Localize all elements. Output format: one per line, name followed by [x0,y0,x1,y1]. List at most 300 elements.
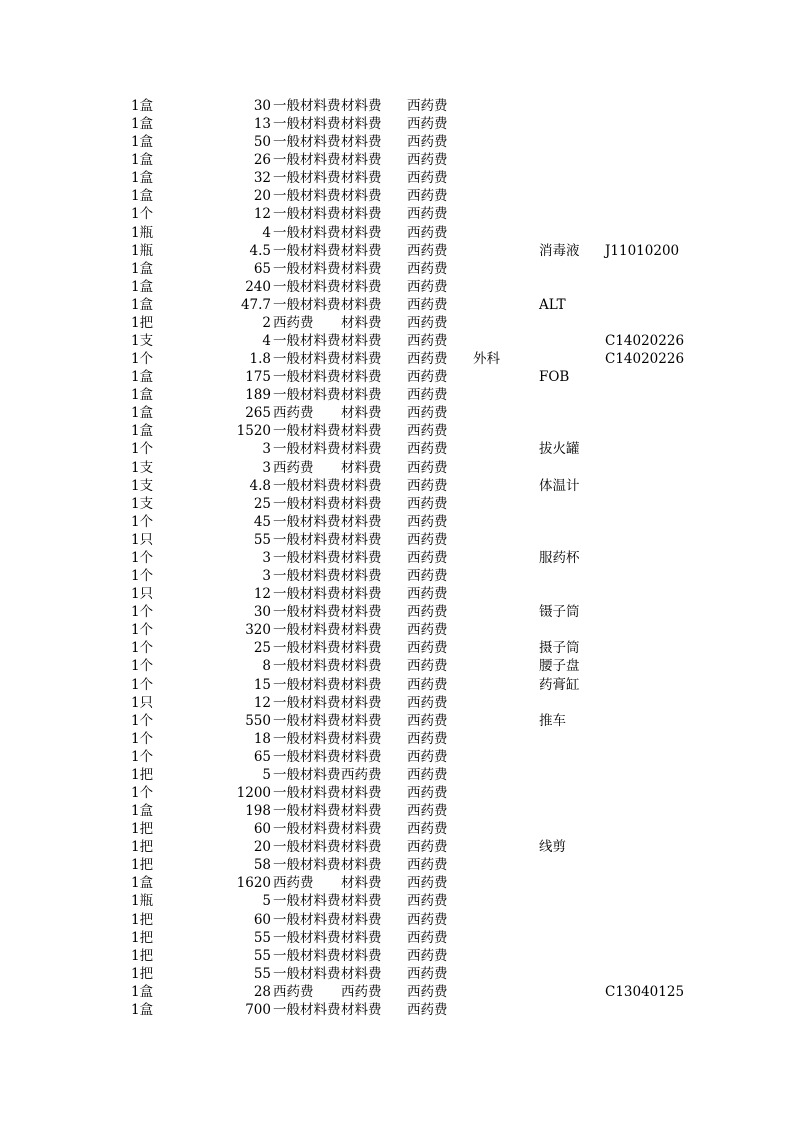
price-cell: 30 [253,604,271,621]
unit-cell: 1盒 [131,405,154,422]
price-cell: 3 [262,549,271,566]
fee-type-cell: 西药费 [407,911,448,928]
category-cell: 一般材料费 [273,152,341,169]
unit-cell: 1盒 [131,983,154,1000]
subcategory-cell: 材料费 [341,857,382,874]
subcategory-cell: 材料费 [341,369,382,386]
fee-type-cell: 西药费 [407,351,448,368]
price-cell: 60 [253,911,271,928]
item-name-cell: 体温计 [539,477,580,494]
price-cell: 47.7 [240,296,271,313]
unit-cell: 1把 [131,947,154,964]
price-cell: 15 [253,676,271,693]
price-cell: 2 [262,314,271,331]
fee-type-cell: 西药费 [407,459,448,476]
subcategory-cell: 材料费 [341,568,382,585]
subcategory-cell: 材料费 [341,260,382,277]
unit-cell: 1把 [131,911,154,928]
unit-cell: 1瓶 [131,893,154,910]
category-cell: 一般材料费 [273,242,341,259]
subcategory-cell: 材料费 [341,784,382,801]
table-row [0,694,793,712]
category-cell: 一般材料费 [273,224,341,241]
fee-type-cell: 西药费 [407,513,448,530]
subcategory-cell: 材料费 [341,821,382,838]
spreadsheet-table [0,97,793,1019]
category-cell: 一般材料费 [273,531,341,548]
unit-cell: 1把 [131,965,154,982]
unit-cell: 1个 [131,351,154,368]
table-row [0,296,793,314]
table-row [0,1001,793,1019]
fee-type-cell: 西药费 [407,549,448,566]
table-row [0,549,793,567]
fee-type-cell: 西药费 [407,278,448,295]
table-row [0,151,793,169]
fee-type-cell: 西药费 [407,694,448,711]
table-row [0,965,793,983]
price-cell: 55 [253,531,271,548]
table-row [0,676,793,694]
unit-cell: 1个 [131,441,154,458]
table-row [0,802,793,820]
unit-cell: 1盒 [131,188,154,205]
price-cell: 4.8 [249,477,271,494]
fee-type-cell: 西药费 [407,242,448,259]
table-row [0,820,793,838]
category-cell: 一般材料费 [273,170,341,187]
unit-cell: 1个 [131,549,154,566]
table-row [0,422,793,440]
fee-type-cell: 西药费 [407,495,448,512]
price-cell: 12 [253,586,271,603]
fee-type-cell: 西药费 [407,766,448,783]
price-cell: 198 [245,803,271,820]
fee-type-cell: 西药费 [407,875,448,892]
fee-type-cell: 西药费 [407,712,448,729]
fee-type-cell: 西药费 [407,947,448,964]
subcategory-cell: 材料费 [341,549,382,566]
price-cell: 55 [253,947,271,964]
fee-type-cell: 西药费 [407,116,448,133]
fee-type-cell: 西药费 [407,893,448,910]
unit-cell: 1盒 [131,875,154,892]
category-cell: 一般材料费 [273,694,341,711]
table-row [0,404,793,422]
price-cell: 4.5 [249,242,271,259]
fee-type-cell: 西药费 [407,784,448,801]
subcategory-cell: 材料费 [341,242,382,259]
price-cell: 26 [253,152,271,169]
price-cell: 3 [262,459,271,476]
unit-cell: 1个 [131,513,154,530]
item-name-cell: 腰子盘 [539,658,580,675]
fee-type-cell: 西药费 [407,296,448,313]
fee-type-cell: 西药费 [407,983,448,1000]
category-cell: 西药费 [273,875,314,892]
table-row [0,748,793,766]
item-name-cell: 摄子筒 [539,640,580,657]
unit-cell: 1盒 [131,152,154,169]
unit-cell: 1盒 [131,134,154,151]
item-name-cell: 拔火罐 [539,441,580,458]
unit-cell: 1把 [131,839,154,856]
price-cell: 1620 [236,875,271,892]
table-row [0,368,793,386]
price-cell: 13 [253,116,271,133]
table-row [0,513,793,531]
category-cell: 一般材料费 [273,784,341,801]
price-cell: 32 [253,170,271,187]
unit-cell: 1把 [131,314,154,331]
table-row [0,187,793,205]
subcategory-cell: 材料费 [341,911,382,928]
category-cell: 一般材料费 [273,766,341,783]
table-row [0,621,793,639]
subcategory-cell: 材料费 [341,459,382,476]
price-cell: 5 [262,766,271,783]
fee-type-cell: 西药费 [407,748,448,765]
category-cell: 一般材料费 [273,857,341,874]
subcategory-cell: 西药费 [341,766,382,783]
subcategory-cell: 西药费 [341,983,382,1000]
subcategory-cell: 材料费 [341,803,382,820]
unit-cell: 1只 [131,531,154,548]
price-cell: 320 [245,622,271,639]
subcategory-cell: 材料费 [341,640,382,657]
unit-cell: 1只 [131,586,154,603]
subcategory-cell: 材料费 [341,712,382,729]
fee-type-cell: 西药费 [407,405,448,422]
category-cell: 一般材料费 [273,893,341,910]
table-row [0,531,793,549]
table-row [0,929,793,947]
price-cell: 30 [253,98,271,114]
subcategory-cell: 材料费 [341,947,382,964]
table-row [0,115,793,133]
fee-type-cell: 西药费 [407,839,448,856]
price-cell: 55 [253,965,271,982]
fee-type-cell: 西药费 [407,170,448,187]
subcategory-cell: 材料费 [341,170,382,187]
subcategory-cell: 材料费 [341,224,382,241]
price-cell: 12 [253,694,271,711]
subcategory-cell: 材料费 [341,477,382,494]
price-cell: 28 [253,983,271,1000]
fee-type-cell: 西药费 [407,260,448,277]
category-cell: 一般材料费 [273,712,341,729]
subcategory-cell: 材料费 [341,188,382,205]
category-cell: 一般材料费 [273,911,341,928]
price-cell: 3 [262,568,271,585]
price-cell: 20 [253,188,271,205]
item-name-cell: 线剪 [539,839,566,856]
category-cell: 一般材料费 [273,730,341,747]
item-name-cell: 消毒液 [539,242,580,259]
subcategory-cell: 材料费 [341,730,382,747]
subcategory-cell: 材料费 [341,839,382,856]
table-row [0,242,793,260]
price-cell: 265 [245,405,271,422]
unit-cell: 1个 [131,604,154,621]
subcategory-cell: 材料费 [341,152,382,169]
table-row [0,657,793,675]
category-cell: 一般材料费 [273,929,341,946]
table-row [0,350,793,368]
fee-type-cell: 西药费 [407,586,448,603]
table-row [0,639,793,657]
fee-type-cell: 西药费 [407,206,448,223]
subcategory-cell: 材料费 [341,134,382,151]
table-row [0,260,793,278]
unit-cell: 1把 [131,766,154,783]
unit-cell: 1支 [131,477,154,494]
table-row [0,784,793,802]
unit-cell: 1支 [131,333,154,350]
subcategory-cell: 材料费 [341,658,382,675]
fee-type-cell: 西药费 [407,1001,448,1018]
table-row [0,459,793,477]
price-cell: 25 [253,495,271,512]
subcategory-cell: 材料费 [341,296,382,313]
unit-cell: 1把 [131,857,154,874]
unit-cell: 1盒 [131,296,154,313]
unit-cell: 1盒 [131,423,154,440]
category-cell: 一般材料费 [273,1001,341,1018]
code-cell: C14020226 [605,351,685,368]
fee-type-cell: 西药费 [407,224,448,241]
unit-cell: 1只 [131,694,154,711]
fee-type-cell: 西药费 [407,640,448,657]
subcategory-cell: 材料费 [341,965,382,982]
subcategory-cell: 材料费 [341,531,382,548]
price-cell: 189 [245,387,271,404]
subcategory-cell: 材料费 [341,387,382,404]
fee-type-cell: 西药费 [407,531,448,548]
category-cell: 一般材料费 [273,821,341,838]
price-cell: 65 [253,260,271,277]
category-cell: 西药费 [273,459,314,476]
subcategory-cell: 材料费 [341,314,382,331]
category-cell: 一般材料费 [273,549,341,566]
category-cell: 一般材料费 [273,98,341,114]
table-row [0,495,793,513]
code-cell: J11010200 [605,242,680,259]
category-cell: 一般材料费 [273,803,341,820]
unit-cell: 1个 [131,206,154,223]
unit-cell: 1盒 [131,1001,154,1018]
subcategory-cell: 材料费 [341,586,382,603]
subcategory-cell: 材料费 [341,676,382,693]
category-cell: 一般材料费 [273,658,341,675]
table-row [0,947,793,965]
table-row [0,585,793,603]
table-row [0,278,793,296]
category-cell: 一般材料费 [273,134,341,151]
category-cell: 一般材料费 [273,477,341,494]
fee-type-cell: 西药费 [407,314,448,331]
price-cell: 65 [253,748,271,765]
fee-type-cell: 西药费 [407,929,448,946]
price-cell: 240 [245,278,271,295]
table-row [0,332,793,350]
price-cell: 1.8 [249,351,271,368]
subcategory-cell: 材料费 [341,748,382,765]
subcategory-cell: 材料费 [341,495,382,512]
category-cell: 一般材料费 [273,333,341,350]
table-row [0,911,793,929]
unit-cell: 1个 [131,730,154,747]
unit-cell: 1盒 [131,98,154,114]
table-row [0,766,793,784]
table-row [0,603,793,621]
unit-cell: 1盒 [131,116,154,133]
unit-cell: 1把 [131,821,154,838]
fee-type-cell: 西药费 [407,622,448,639]
category-cell: 一般材料费 [273,260,341,277]
category-cell: 一般材料费 [273,676,341,693]
price-cell: 55 [253,929,271,946]
unit-cell: 1盒 [131,260,154,277]
subcategory-cell: 材料费 [341,206,382,223]
category-cell: 一般材料费 [273,188,341,205]
unit-cell: 1瓶 [131,224,154,241]
category-cell: 一般材料费 [273,278,341,295]
category-cell: 一般材料费 [273,369,341,386]
subcategory-cell: 材料费 [341,333,382,350]
fee-type-cell: 西药费 [407,803,448,820]
fee-type-cell: 西药费 [407,857,448,874]
unit-cell: 1个 [131,640,154,657]
price-cell: 175 [245,369,271,386]
item-name-cell: ALT [539,296,566,313]
price-cell: 3 [262,441,271,458]
category-cell: 一般材料费 [273,839,341,856]
fee-type-cell: 西药费 [407,441,448,458]
category-cell: 一般材料费 [273,586,341,603]
category-cell: 一般材料费 [273,206,341,223]
category-cell: 一般材料费 [273,441,341,458]
table-row [0,477,793,495]
subcategory-cell: 材料费 [341,405,382,422]
table-row [0,97,793,115]
category-cell: 一般材料费 [273,748,341,765]
category-cell: 一般材料费 [273,965,341,982]
table-row [0,386,793,404]
table-row [0,205,793,223]
category-cell: 一般材料费 [273,296,341,313]
code-cell: C13040125 [605,983,685,1000]
unit-cell: 1个 [131,784,154,801]
unit-cell: 1个 [131,712,154,729]
table-row [0,856,793,874]
category-cell: 一般材料费 [273,513,341,530]
code-cell: C14020226 [605,333,685,350]
subcategory-cell: 材料费 [341,622,382,639]
subcategory-cell: 材料费 [341,513,382,530]
price-cell: 20 [253,839,271,856]
table-row [0,440,793,458]
category-cell: 一般材料费 [273,640,341,657]
category-cell: 一般材料费 [273,604,341,621]
subcategory-cell: 材料费 [341,604,382,621]
fee-type-cell: 西药费 [407,387,448,404]
price-cell: 700 [245,1001,271,1018]
unit-cell: 1盒 [131,278,154,295]
item-name-cell: 镊子筒 [539,604,580,621]
fee-type-cell: 西药费 [407,604,448,621]
unit-cell: 1个 [131,676,154,693]
fee-type-cell: 西药费 [407,134,448,151]
subcategory-cell: 材料费 [341,694,382,711]
category-cell: 一般材料费 [273,423,341,440]
subcategory-cell: 材料费 [341,441,382,458]
table-row [0,712,793,730]
category-cell: 一般材料费 [273,351,341,368]
price-cell: 25 [253,640,271,657]
table-row [0,314,793,332]
fee-type-cell: 西药费 [407,188,448,205]
fee-type-cell: 西药费 [407,676,448,693]
price-cell: 1200 [236,784,271,801]
category-cell: 西药费 [273,983,314,1000]
unit-cell: 1瓶 [131,242,154,259]
price-cell: 18 [253,730,271,747]
unit-cell: 1支 [131,459,154,476]
fee-type-cell: 西药费 [407,369,448,386]
price-cell: 60 [253,821,271,838]
table-row [0,983,793,1001]
price-cell: 58 [253,857,271,874]
category-cell: 西药费 [273,314,314,331]
fee-type-cell: 西药费 [407,965,448,982]
table-row [0,838,793,856]
price-cell: 5 [262,893,271,910]
table-row [0,133,793,151]
price-cell: 1520 [236,423,271,440]
price-cell: 12 [253,206,271,223]
table-row [0,730,793,748]
price-cell: 45 [253,513,271,530]
fee-type-cell: 西药费 [407,98,448,114]
category-cell: 一般材料费 [273,568,341,585]
subcategory-cell: 材料费 [341,423,382,440]
fee-type-cell: 西药费 [407,477,448,494]
subcategory-cell: 材料费 [341,893,382,910]
price-cell: 550 [245,712,271,729]
fee-type-cell: 西药费 [407,423,448,440]
price-cell: 4 [262,333,271,350]
table-row [0,874,793,892]
subcategory-cell: 材料费 [341,116,382,133]
item-name-cell: FOB [539,369,570,386]
unit-cell: 1个 [131,568,154,585]
category-cell: 一般材料费 [273,947,341,964]
item-name-cell: 药膏缸 [539,676,580,693]
fee-type-cell: 西药费 [407,730,448,747]
fee-type-cell: 西药费 [407,658,448,675]
table-row [0,892,793,910]
department-cell: 外科 [473,351,500,368]
subcategory-cell: 材料费 [341,875,382,892]
unit-cell: 1盒 [131,170,154,187]
unit-cell: 1把 [131,929,154,946]
item-name-cell: 推车 [539,712,566,729]
table-row [0,224,793,242]
item-name-cell: 服药杯 [539,549,580,566]
category-cell: 一般材料费 [273,116,341,133]
category-cell: 一般材料费 [273,495,341,512]
